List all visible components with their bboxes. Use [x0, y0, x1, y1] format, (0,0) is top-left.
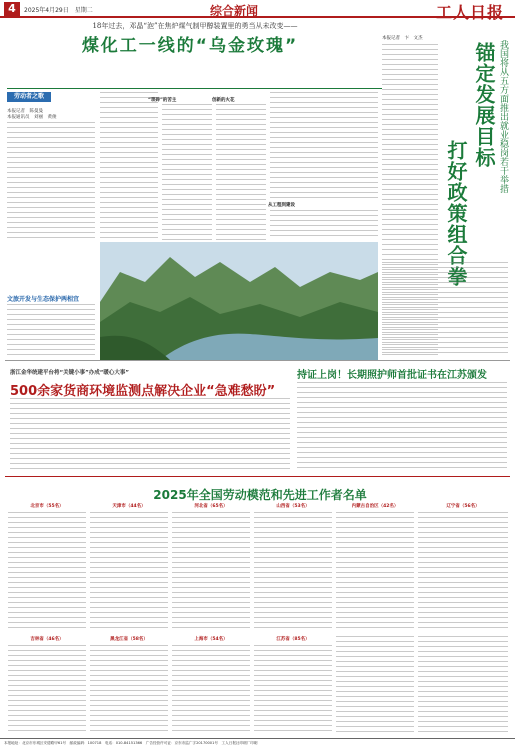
awards-group-heading: 黑龙江省（58名）: [110, 637, 148, 642]
awards-group-heading: 天津市（44名）: [112, 504, 146, 509]
lower-story-body: [10, 398, 290, 472]
lead-headline: 煤化工一线的“乌金玫瑰”: [81, 36, 299, 56]
lead-subhead: 创新的火花: [212, 98, 235, 103]
awards-list-col10: [254, 645, 332, 733]
awards-group-heading: 山西省（53名）: [276, 504, 310, 509]
column-tag: 劳动者之歌: [7, 92, 51, 102]
lower-story-headline: 500余家货商环境监测点解决企业“急难愁盼”: [10, 384, 276, 399]
landscape-photo: [100, 242, 378, 360]
awards-group-heading: 河北省（65名）: [194, 504, 228, 509]
awards-list-col11: [336, 636, 414, 733]
awards-list-col4: [254, 512, 332, 632]
lead-body-col6: [270, 210, 378, 240]
lower-story-kicker: 浙江金华统建平台将“关键小事”办成“暖心大事”: [10, 370, 129, 376]
section-divider: [5, 360, 510, 361]
lead-body-col1: [7, 122, 95, 242]
lead-body-col3: [162, 104, 212, 240]
right-story-subtitle: 我国将从五方面推出就业稳岗若干举措: [498, 40, 508, 193]
right-story-body-col2: [382, 262, 508, 356]
awards-group-heading: 江苏省（85名）: [276, 637, 310, 642]
right-story-kicker: 本报记者 卞 文杰: [382, 36, 423, 41]
side-story-headline: 文旅开发与生态保护两相宜: [7, 296, 80, 303]
right-story-title-line2: 打好政策组合拳: [444, 140, 468, 287]
awards-group-heading: 内蒙古自治区（42名）: [351, 504, 399, 509]
lower-right-headline: 持证上岗！长期照护师首批证书在江苏颁发: [297, 370, 487, 381]
awards-list-col12: [418, 636, 508, 733]
lead-byline: 本报记者 陈曼曼 本报通讯员 刘丽 黄俊: [7, 109, 57, 120]
lead-subhead: 从工程到建设: [268, 203, 295, 208]
lead-kicker: 18年过去，邓晶“泡”在焦炉煤气制甲醇装置里的勇当从未改变——: [92, 22, 298, 30]
awards-group-heading: 吉林省（46名）: [30, 637, 64, 642]
lead-divider: [7, 88, 382, 89]
awards-divider: [5, 476, 510, 477]
side-story-body: [7, 304, 95, 358]
awards-list-col5: [336, 512, 414, 632]
lead-body-col2: [100, 92, 158, 240]
awards-group-heading: 北京市（55名）: [30, 504, 64, 509]
awards-list-col9: [172, 645, 250, 733]
newspaper-logo: 工人日报: [436, 3, 505, 22]
awards-list-col6: [418, 512, 508, 632]
lower-right-body: [297, 382, 507, 472]
awards-list-col1: [8, 512, 86, 632]
awards-list-col2: [90, 512, 168, 632]
page-number: 4: [4, 2, 20, 16]
awards-list-col7: [8, 645, 86, 733]
right-story-title-line1: 锚定发展目标: [472, 42, 496, 168]
awards-list-col3: [172, 512, 250, 632]
issue-date: 2025年4月29日 星期二: [24, 7, 93, 14]
awards-headline: 2025年全国劳动模范和先进工作者名单: [153, 488, 367, 502]
page-footer: 本报地址：北京市东城区安德路甲61号 邮政编码：100718 电话：010-84151366 广告经营许可证：京东市监广字20170001号 工人日报社印刷厂印刷: [0, 738, 515, 748]
lead-body-col5: [270, 92, 378, 198]
awards-group-heading: 辽宁省（56名）: [446, 504, 480, 509]
awards-group-heading: 上海市（54名）: [194, 637, 228, 642]
lead-body-col4: [216, 104, 266, 240]
section-name: 综合新闻: [210, 4, 259, 18]
lead-subhead: “琐碎”的苦主: [148, 98, 177, 103]
awards-list-col8: [90, 645, 168, 733]
